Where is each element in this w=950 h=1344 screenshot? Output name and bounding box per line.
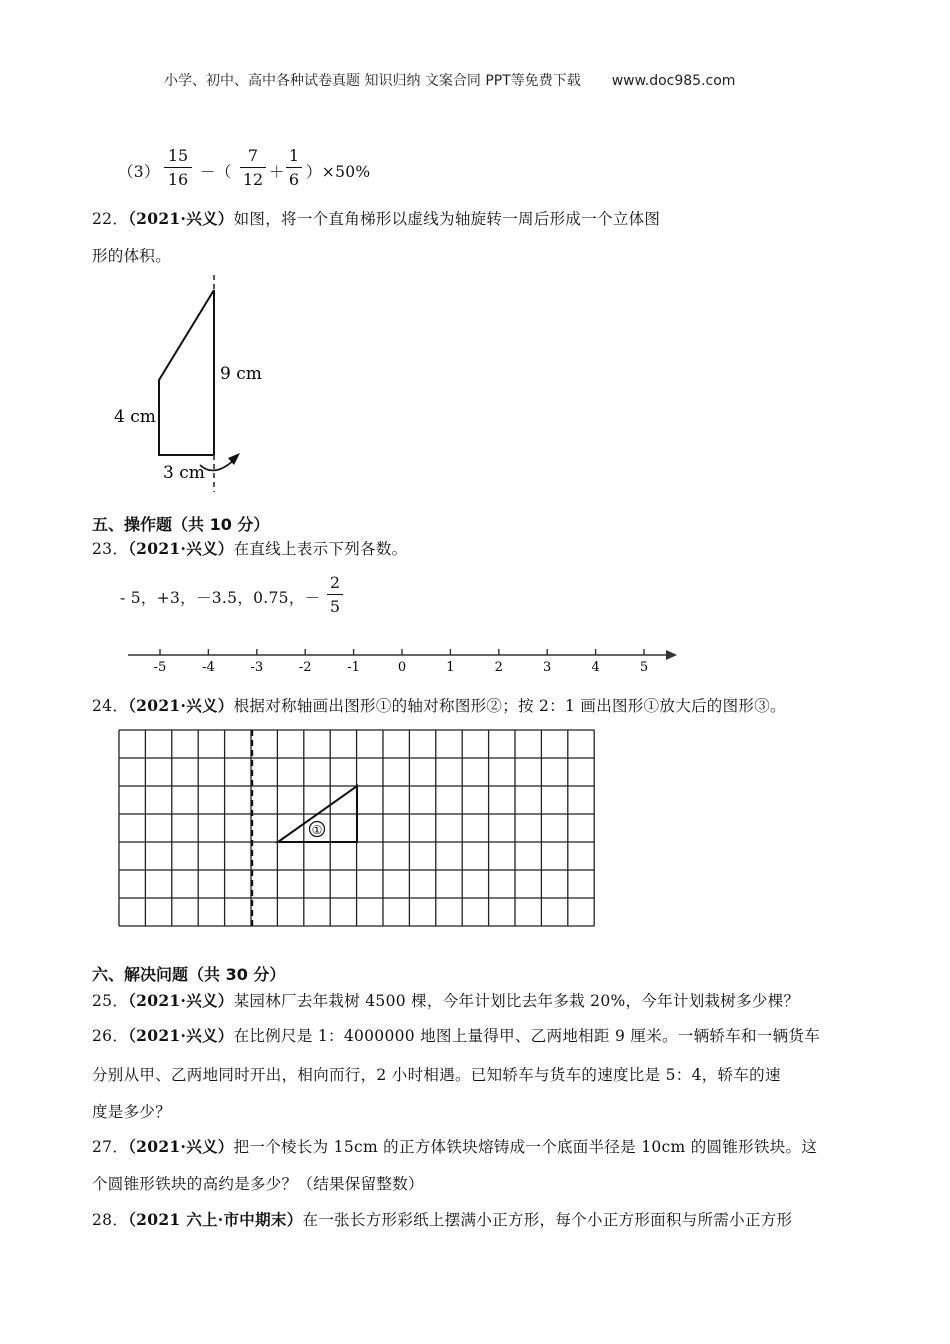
question-text: 根据对称轴画出图形①的轴对称图形②；按 2：1 画出图形①放大后的图形③。 [233, 697, 786, 715]
number-line-arrow-icon [666, 650, 677, 660]
number-line-tick-label: 0 [397, 660, 407, 675]
q23-numbers: - 5，+3，－3.5，0.75，－ [120, 589, 321, 607]
fraction-denominator: 12 [242, 170, 264, 189]
q21-3-plus: ＋ [269, 163, 285, 181]
question-source: （2021·兴义） [128, 1137, 234, 1156]
question-number: 22． [92, 210, 129, 228]
fraction-2-5 [327, 573, 343, 616]
fraction-denominator: 6 [288, 170, 300, 189]
number-line-tick-label: -5 [153, 660, 167, 675]
grid-figure [118, 729, 598, 929]
question-number: 25． [92, 992, 129, 1010]
question-number: 24． [92, 697, 129, 715]
question-source: （2021·兴义） [128, 539, 234, 558]
fraction-denominator: 16 [167, 170, 189, 189]
fraction-numerator: 15 [164, 146, 192, 168]
question-source: （2021·兴义） [128, 696, 234, 715]
question-number: 28． [92, 1211, 129, 1229]
fraction-numerator: 1 [286, 146, 302, 168]
question-source: （2021·兴义） [128, 1026, 234, 1045]
fraction-numerator: 2 [327, 573, 343, 595]
q21-3-label: （3） [118, 163, 160, 181]
question-text: 把一个棱长为 15cm 的正方体铁块熔铸成一个底面半径是 10cm 的圆锥形铁块。这 [233, 1138, 818, 1156]
question-source: （2021·兴义） [128, 991, 234, 1010]
question-source: （2021·兴义） [128, 209, 234, 228]
q26-line-1 [92, 1024, 820, 1046]
question-source: （2021 六上·市中期末） [128, 1210, 303, 1229]
shape-label: ① [311, 823, 323, 837]
question-text: 在比例尺是 1：4000000 地图上量得甲、乙两地相距 9 厘米。一辆轿车和一辆货车 [233, 1027, 820, 1045]
trapezoid-outline [159, 290, 214, 455]
fraction-1-6 [286, 146, 302, 189]
section-5-title: 五、操作题（共 10 分） [92, 515, 270, 534]
question-text: 某园林厂去年栽树 4500 棵，今年计划比去年多栽 20%，今年计划栽树多少棵？ [233, 992, 800, 1010]
section-6-title: 六、解决问题（共 30 分） [92, 965, 286, 984]
q24-line [92, 694, 786, 716]
question-number: 26． [92, 1027, 129, 1045]
question-number: 27． [92, 1138, 129, 1156]
q21-3-tail: ）×50% [306, 163, 371, 181]
number-line [125, 640, 685, 675]
header-text: 小学、初中、高中各种试卷真题 知识归纳 文案合同 PPT等免费下载 [164, 73, 581, 89]
number-line-ticks [154, 649, 648, 675]
fraction-7-12 [240, 146, 266, 189]
label-3cm: 3 cm [163, 463, 205, 483]
fraction-denominator: 5 [329, 597, 341, 616]
number-line-tick-label: 1 [446, 660, 455, 675]
page-header [164, 70, 735, 90]
label-9cm: 9 cm [220, 364, 262, 384]
q26-line-3: 度是多少？ [92, 1103, 172, 1121]
rotation-arrow-icon [200, 460, 234, 470]
number-line-tick-label: 3 [543, 660, 552, 675]
number-line-tick-label: -1 [347, 660, 360, 675]
question-text: 如图，将一个直角梯形以虚线为轴旋转一周后形成一个立体图 [233, 210, 661, 228]
number-line-tick-label: 4 [591, 660, 600, 675]
number-line-tick-label: 2 [494, 660, 503, 675]
q22-line-2: 形的体积。 [92, 247, 172, 265]
number-line-tick-label: -4 [202, 660, 215, 675]
q23-line [92, 537, 407, 559]
q22-line-1 [92, 207, 660, 229]
question-text: 在直线上表示下列各数。 [233, 540, 408, 558]
trapezoid-figure [100, 270, 290, 500]
number-line-tick-label: -2 [298, 660, 312, 675]
number-line-tick-label: 5 [639, 660, 649, 675]
question-28 [92, 1208, 792, 1230]
question-text: 在一张长方形彩纸上摆满小正方形，每个小正方形面积与所需小正方形 [302, 1211, 793, 1229]
q21-3-minus: －（ [200, 163, 232, 181]
header-site: www.doc985.com [611, 73, 736, 89]
question-number: 23． [92, 540, 129, 558]
q27-line-2: 个圆锥形铁块的高约是多少？（结果保留整数） [92, 1175, 424, 1193]
fraction-15-16 [164, 146, 192, 189]
q27-line-1 [92, 1135, 817, 1157]
question-25 [92, 989, 799, 1011]
q26-line-2: 分别从甲、乙两地同时开出，相向而行，2 小时相遇。已知轿车与货车的速度比是 5：4，轿车的速 [92, 1066, 781, 1084]
label-4cm: 4 cm [114, 407, 156, 427]
fraction-numerator: 7 [240, 146, 266, 168]
number-line-tick-label: -3 [250, 660, 264, 675]
